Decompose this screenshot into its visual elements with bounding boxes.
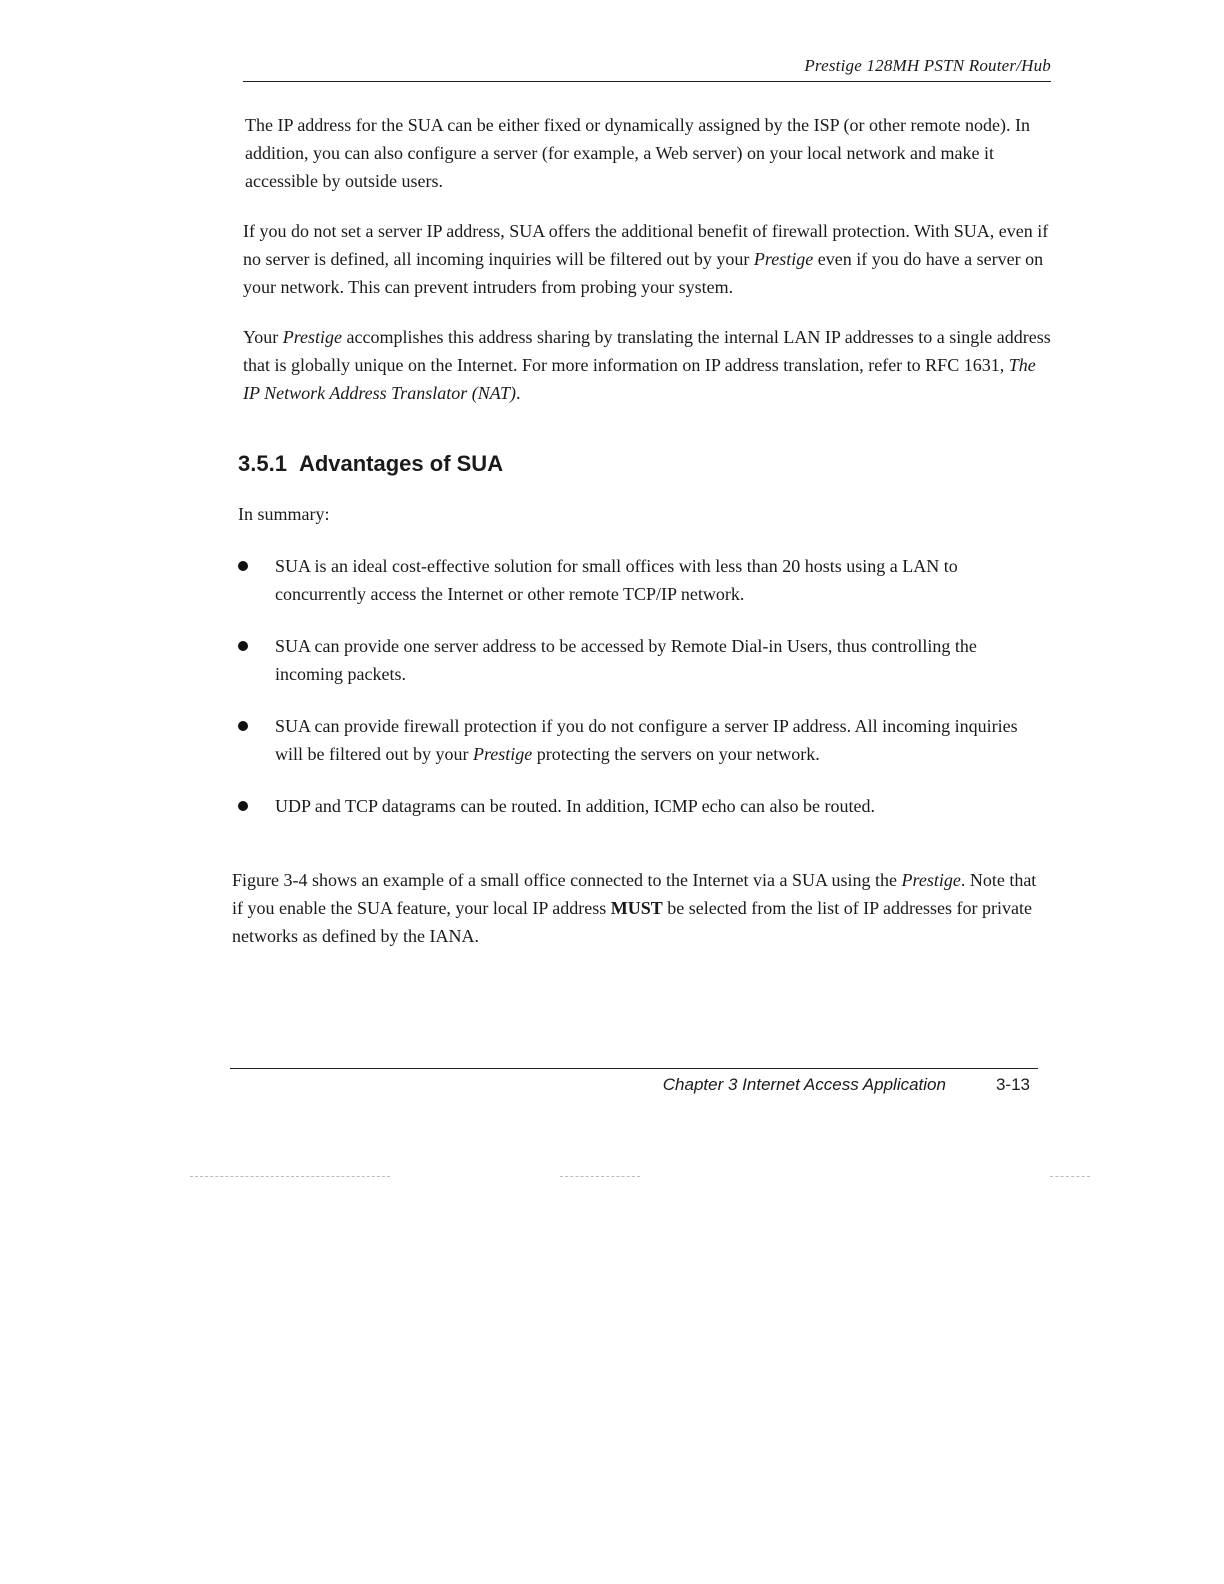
fig-text-3: be selected from the list of IP addresses for private networks as defined by the IANA. (232, 898, 1032, 946)
advantages-list (236, 552, 1046, 844)
footer-chapter: Chapter 3 Internet Access Application (662, 1075, 946, 1094)
p3-text-2: accomplishes this address sharing by translating the internal LAN IP addresses to a single address that is globally unique on the Internet. For more information on IP address translation, refer to RFC 1631, (243, 327, 1051, 375)
bullet-text: SUA can provide firewall protection if you do not configure a server IP address. All incoming inquiries will be filtered out by your (275, 716, 1018, 764)
section-title: Advantages of SUA (298, 451, 504, 476)
p3-rfc-title: The IP Network Address Translator (NAT) (243, 355, 1036, 403)
p2-text-2: even if you do have a server on your network. This can prevent intruders from probing your system. (243, 249, 1044, 297)
footer-rule (230, 1068, 1038, 1069)
fig-product-name: Prestige (901, 870, 961, 890)
p3-text-1: Your (243, 327, 283, 347)
bullet-icon (238, 721, 248, 731)
bullet-text-end: protecting the servers on your network. (532, 744, 820, 764)
bullet-product-name: Prestige (472, 744, 533, 764)
p3-product-name: Prestige (282, 327, 343, 347)
scan-artifact (560, 1176, 640, 1177)
figure-note-paragraph (232, 866, 1042, 950)
bullet-text: UDP and TCP datagrams can be routed. In addition, ICMP echo can also be routed. (275, 796, 876, 816)
summary-label: In summary: (238, 504, 330, 524)
fig-text-1: Figure 3-4 shows an example of a small office connected to the Internet via a SUA using the (232, 870, 902, 890)
bullet-text: SUA is an ideal cost-effective solution for small offices with less than 20 hosts using a LAN to concurrently access the Internet or other remote TCP/IP network. (275, 556, 958, 604)
fig-emphasis-must: MUST (610, 898, 663, 918)
intro-paragraph-3 (243, 323, 1053, 407)
page-number: 3-13 (995, 1075, 1030, 1094)
bullet-icon (238, 801, 248, 811)
bullet-icon (238, 641, 248, 651)
bullet-text: SUA can provide one server address to be accessed by Remote Dial-in Users, thus controlling the incoming packets. (275, 636, 977, 684)
bullet-icon (238, 561, 248, 571)
fig-text-2: . Note that if you enable the SUA feature, your local IP address (232, 870, 1037, 918)
list-item (236, 552, 1046, 608)
scan-artifact (190, 1176, 390, 1177)
p3-text-end: . (516, 383, 521, 403)
section-number: 3.5.1 (238, 451, 287, 476)
p2-product-name: Prestige (753, 249, 814, 269)
header-rule (243, 81, 1051, 82)
list-item (236, 712, 1046, 768)
section-heading (238, 449, 503, 479)
running-header: Prestige 128MH PSTN Router/Hub (804, 56, 1051, 75)
intro-paragraph-1: The IP address for the SUA can be either fixed or dynamically assigned by the ISP (or other remote node). In addition, you can also configure a server (for example, a Web server) on your local network and make it accessible by outside users. (245, 115, 1030, 191)
list-item (236, 632, 1046, 688)
p2-text-1: If you do not set a server IP address, SUA offers the additional benefit of firewall protection. With SUA, even if no server is defined, all incoming inquiries will be filtered out by your (243, 221, 1049, 269)
intro-paragraph-2 (243, 217, 1053, 301)
page-footer (230, 1073, 1030, 1097)
list-item (236, 792, 1046, 820)
scan-artifact (1050, 1176, 1090, 1177)
